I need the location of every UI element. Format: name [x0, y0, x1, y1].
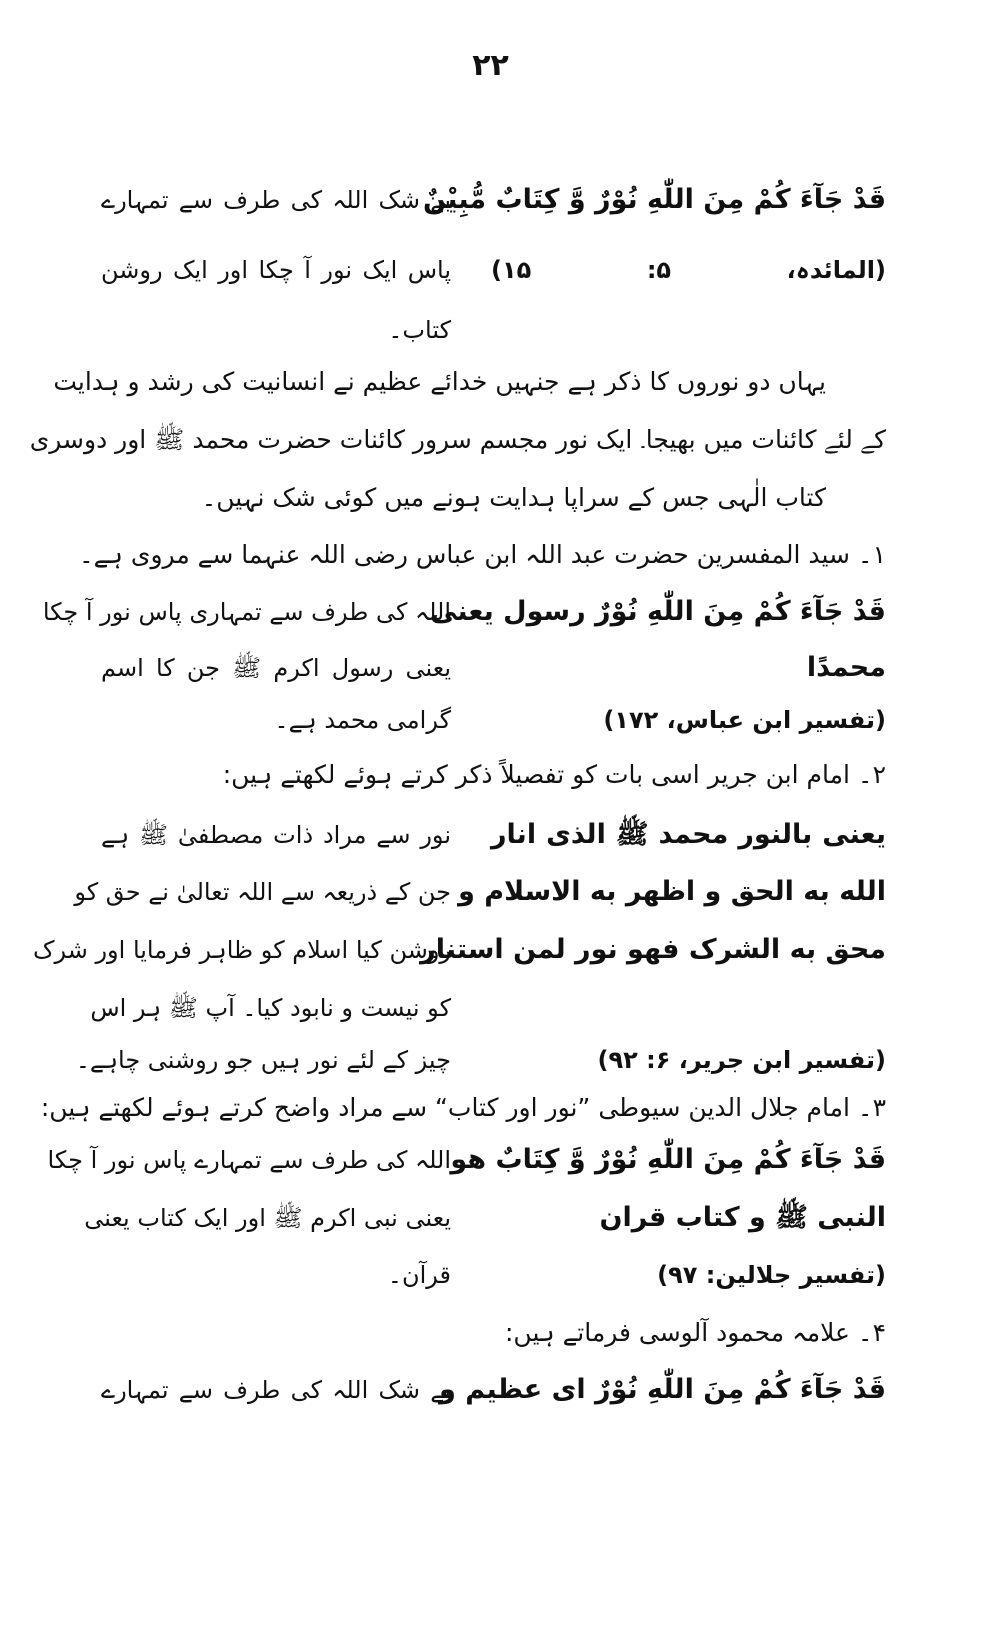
arabic-verse-line: محمدًا — [806, 652, 886, 683]
urdu-translation-line: نور سے مراد ذات مصطفیٰ ﷺ ہے — [101, 821, 451, 849]
paragraph-line: کے لئے کائنات میں بھیجا۔ ایک نور مجسم سرور کائنات حضرت محمد ﷺ اور دوسری — [29, 425, 886, 454]
page-number: ۲۲ — [472, 48, 509, 83]
arabic-verse-line: يعنی بالنور محمد ﷺ الذی انار — [491, 819, 886, 850]
urdu-translation-line: کتاب۔ — [388, 316, 451, 344]
arabic-verse-line: النبی ﷺ و كتاب قران — [599, 1202, 886, 1233]
arabic-verse-line: الله به الحق و اظهر به الاسلام و — [458, 876, 886, 907]
urdu-translation-line: جن کے ذریعہ سے اللہ تعالیٰ نے حق کو — [74, 878, 451, 906]
urdu-translation-line: اللہ کی طرف سے تمہاری پاس نور آ چکا — [42, 598, 451, 626]
citation-reference: (المائدہ، ۵: ۱۵) — [491, 256, 886, 284]
urdu-translation-line: بے شک اللہ کی طرف سے تمہارے — [101, 1376, 451, 1404]
paragraph-line: کتاب الٰہی جس کے سراپا ہدایت ہونے میں کوئی شک نہیں۔ — [201, 483, 826, 512]
urdu-translation-line: بے شک اللہ کی طرف سے تمہارے — [101, 186, 451, 214]
urdu-translation-line: گرامی محمد ہے۔ — [274, 706, 451, 734]
citation-reference: (تفسیر ابن عباس، ۱۷۲) — [603, 706, 886, 734]
urdu-translation-line: پاس ایک نور آ چکا اور ایک روشن — [101, 256, 451, 284]
arabic-verse-line: قَدْ جَآءَ كُمْ مِنَ اللّٰهِ نُوْرٌ رسول يعنی — [430, 596, 886, 627]
paragraph-line: یہاں دو نوروں کا ذکر ہے جنہیں خدائے عظیم نے انسانیت کی رشد و ہدایت — [53, 367, 826, 396]
urdu-translation-line: یعنی نبی اکرم ﷺ اور ایک کتاب یعنی — [84, 1204, 451, 1232]
urdu-translation-line: روشن کیا اسلام کو ظاہر فرمایا اور شرک — [33, 936, 451, 964]
arabic-verse-line: قَدْ جَآءَ كُمْ مِنَ اللّٰهِ نُوْرٌ ای عظيم و — [439, 1374, 886, 1405]
arabic-verse-line: محق به الشرک فهو نور لمن استنار — [420, 934, 886, 965]
citation-reference: (تفسیر جلالین: ۹۷) — [657, 1261, 886, 1289]
arabic-verse-line: قَدْ جَآءَ كُمْ مِنَ اللّٰهِ نُوْرٌ وَّ كِتَابٌ هو — [450, 1144, 886, 1175]
arabic-verse-line: قَدْ جَآءَ كُمْ مِنَ اللّٰهِ نُوْرٌ وَّ كِتَابٌ مُّبِيْنٌ — [423, 184, 886, 215]
paragraph-line: ۳۔ امام جلال الدین سیوطی ”نور اور کتاب“ سے مراد واضح کرتے ہوئے لکھتے ہیں: — [40, 1093, 886, 1122]
urdu-translation-line: اللہ کی طرف سے تمہارے پاس نور آ چکا — [47, 1146, 451, 1174]
paragraph-line: ۲۔ امام ابن جریر اسی بات کو تفصیلاً ذکر کرتے ہوئے لکھتے ہیں: — [222, 760, 886, 789]
citation-reference: (تفسیر ابن جریر، ۶: ۹۲) — [597, 1046, 886, 1074]
urdu-translation-line: کو نیست و نابود کیا۔ آپ ﷺ ہر اس — [90, 994, 451, 1022]
urdu-translation-line: قرآن۔ — [387, 1261, 451, 1289]
urdu-translation-line: چیز کے لئے نور ہیں جو روشنی چاہے۔ — [75, 1046, 451, 1074]
paragraph-line: ۴۔ علامہ محمود آلوسی فرماتے ہیں: — [505, 1318, 886, 1347]
paragraph-line: ۱۔ سید المفسرین حضرت عبد اللہ ابن عباس رضی اللہ عنہما سے مروی ہے۔ — [79, 540, 886, 569]
urdu-translation-line: یعنی رسول اکرم ﷺ جن کا اسم — [101, 654, 451, 682]
